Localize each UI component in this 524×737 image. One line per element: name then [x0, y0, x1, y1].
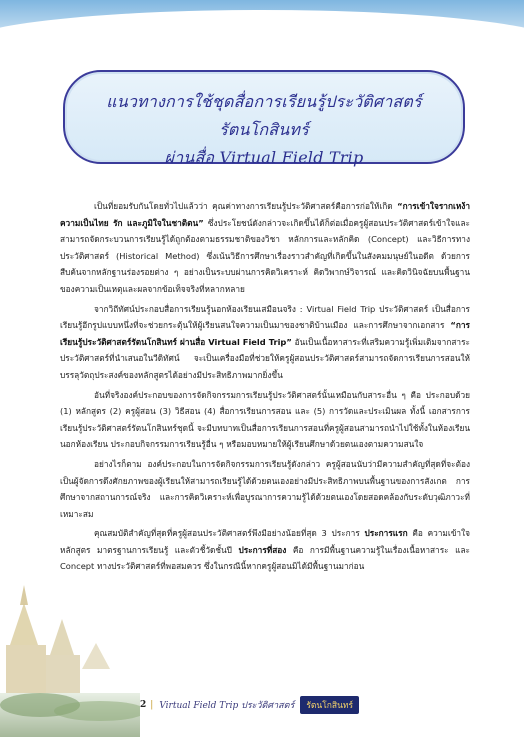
body-text: [60, 198, 470, 575]
paragraph-text: คือ การมีพื้นฐานความรู้ในเรื่องเนื้อหาสาระ และ Concept ทางประวัติศาสตร์ที่พอสมควร ซึ่งในกรณีนี้หากครูผู้สอนมิได้มีพื้นฐานมาก่อน: [60, 544, 470, 572]
temple-illustration: [0, 585, 140, 737]
paragraph-text: คือ ความเข้าใจหลักสูตร มาตรฐานการเรียนรู้ และตัวชี้วัดชั้นปี: [60, 528, 470, 555]
paragraph-text: จากวิถีทัศน์ประกอบสื่อการเรียนรู้นอกห้องเรียนเสมือนจริง : Virtual Field Trip ประวัติศาสตร์ เป็นสื่อการเรียนรู้อีกรูปแบบหนึ่งที่จะช่วยกระตุ้นให้ผู้เรียนสนใจความเป็นมาของชาติบ้านเมือง และการศึกษาจากเอกสาร: [60, 303, 470, 331]
emphasis-text: ประการที่สอง: [238, 544, 287, 555]
footer-separator: |: [150, 700, 154, 710]
footer-badge: รัตนโกสินทร์: [300, 696, 359, 714]
footer-text: Virtual Field Trip ประวัติศาสตร์: [159, 701, 295, 711]
body-paragraph: [60, 456, 470, 522]
paragraph-text: อันเป็นเนื้อหาสาระที่เสริมความรู้เพิ่มเติมจากสาระประวัติศาสตร์ที่นำเสนอในวีดิทัศน์ จะเป็นเครื่องมือที่ช่วยให้ครูผู้สอนประวัติศาสตร์สามารถจัดการเรียนการสอนให้บรรลุวัตถุประสงค์ของหลักสูตรได้อย่างมีประสิทธิภาพมากยิ่งขึ้น: [60, 336, 470, 380]
emphasis-text: ประการแรก: [364, 528, 408, 539]
paragraph-text: อย่างไรก็ตาม องค์ประกอบในการจัดกิจกรรมการเรียนรู้ดังกล่าว ครูผู้สอนนับว่ามีความสำคัญที่สุดที่จะต้องเป็นผู้จัดการดึงศักยภาพของผู้เรียนให้สามารถเรียนรู้ได้ด้วยตนเองอย่างมีประสิทธิภาพบนพื้นฐานของการสังเกต การศึกษาจากสถานการณ์จริง และการคิดวิเคราะห์เพื่อบูรณาการความรู้ได้ด้วยตนเองโดยสอดคล้องกับระดับวุฒิภาวะที่เหมาะสม: [60, 458, 470, 519]
page-footer: [140, 696, 480, 714]
page-number: 2: [140, 700, 147, 710]
body-paragraph: [60, 198, 470, 298]
body-paragraph: [60, 301, 470, 384]
title-banner: [63, 70, 465, 167]
paragraph-text: ซึ่งประโยชน์ดังกล่าวจะเกิดขึ้นได้ก็ต่อเมื่อครูผู้สอนประวัติศาสตร์เข้าใจและสามารถจัดกระบวนการเรียนรู้ได้ถูกต้องตามธรรมชาติของวิชา หลักการและหลักคิด (Concept) และวิธีการทางประวัติศาสตร์ (Historical Method) ซึ่งเน้นวิธีการศึกษาเรื่องราวสำคัญที่เกิดขึ้นในสังคมมนุษย์ในอดีต ด้วยการสืบค้นจากหลักฐานร่องรอยต่าง ๆ อย่างเป็นระบบผ่านการคิดวิเคราะห์ คิดวิพากษ์วิจารณ์ และคิดวินิจฉัยบนพื้นฐานของความเป็นเหตุและผลจากข้อเท็จจริงที่หลากหลาย: [60, 217, 470, 294]
emphasis-text: “การเข้าใจรากเหง้าความเป็นไทย รัก และภูมิใจในชาติตน”: [60, 201, 470, 228]
title-line-1: แนวทางการใช้ชุดสื่อการเรียนรู้ประวัติศาสตร์รัตนโกสินทร์: [106, 92, 422, 139]
paragraph-text: อันที่จริงองค์ประกอบของการจัดกิจกรรมการเรียนรู้ประวัติศาสตร์นั้นเหมือนกับสาระอื่น ๆ คือ ประกอบด้วย (1) หลักสูตร (2) ครูผู้สอน (3) วิธีสอน (4) สื่อการเรียนการสอน และ (5) การวัดและประเมินผล ทั้งนี้ เอกสารการเรียนรู้ประวัติศาสตร์รัตนโกสินทร์ชุดนี้ จะมีบทบาทเป็นสื่อการเรียนการสอนที่ครูผู้สอนสามารถนำไปใช้ทั้งในห้องเรียน นอกห้องเรียน ประกอบกิจกรรมการเรียนรู้อื่น ๆ หรือมอบหมายให้ผู้เรียนศึกษาด้วยตนเองตามความสนใจ: [60, 389, 470, 450]
top-decorative-band: [0, 0, 524, 52]
title-line-2: ผ่านสื่อ Virtual Field Trip: [164, 148, 364, 167]
paragraph-text: เป็นที่ยอมรับกันโดยทั่วไปแล้วว่า คุณค่าทางการเรียนรู้ประวัติศาสตร์คือการก่อให้เกิด: [94, 201, 398, 211]
body-paragraph: [60, 387, 470, 453]
emphasis-text: “การเรียนรู้ประวัติศาสตร์รัตนโกสินทร์ ผ่านสื่อ Virtual Field Trip”: [60, 320, 470, 347]
body-paragraph: [60, 525, 470, 575]
paragraph-text: คุณสมบัติสำคัญที่สุดที่ครูผู้สอนประวัติศาสตร์พึงมีอย่างน้อยที่สุด 3 ประการ: [94, 528, 365, 539]
